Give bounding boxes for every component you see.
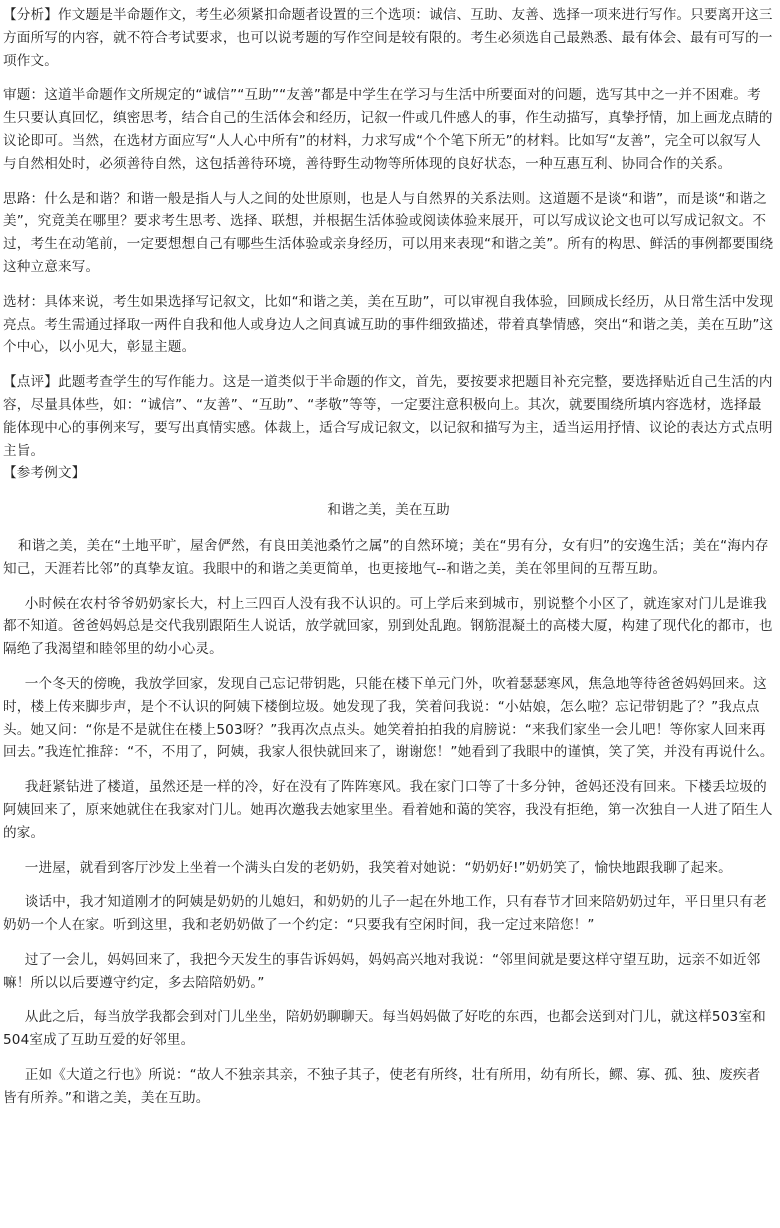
comment-label: 【点评】 — [3, 374, 58, 391]
essay-paragraph-6: 谈话中，我才知道刚才的阿姨是奶奶的儿媳妇，和奶奶的儿子一起在外地工作，只有春节才回来陪奶奶过年，平日里只有老奶奶一个人在家。听到这里，我和老奶奶做了一个约定：“只要我有空闲时间，我一定过来陪您！” — [3, 894, 767, 934]
silu-paragraph: 思路：什么是和谐？和谐一般是指人与人之间的处世原则，也是人与自然界的关系法则。这道题不是谈“和谐”，而是谈“和谐之美”，究竟美在哪里？要求考生思考、选择、联想，并根据生活体验或阅读体验来展开，可以写成议论文也可以写成记叙文。不过，考生在动笔前，一定要想想自己有哪些生活体验或亲身经历，可以用来表现“和谐之美”。所有的构思、鲜活的事例都要围绕这种立意来写。 — [3, 190, 774, 275]
comment-text: 此题考查学生的写作能力。这是一道类似于半命题的作文，首先，要按要求把题目补充完整，要选择贴近自己生活的内容，尽量具体些，如：“诚信”、“友善”、“互助”、“孝敬”等等，一定要注意积极向上。其次，就要围绕所填内容选材，选择最能体现中心的事例来写，要写出真情实感。体裁上，适合写成记叙文，以记叙和描写为主，适当运用抒情、议论的表达方式点明主旨。 — [3, 374, 773, 459]
shenti-paragraph: 审题：这道半命题作文所规定的“诚信”“互助”“友善”都是中学生在学习与生活中所要面对的问题，选写其中之一并不困难。考生只要认真回忆，缜密思考，结合自己的生活体会和经历，记叙一件或几件感人的事，作生动描写，真挚抒情，加上画龙点睛的议论即可。当然，在选材方面应写“人人心中所有”的材料，力求写成“个个笔下所无”的材料。比如写“友善”，完全可以叙写人与自然相处时，必须善待自然，这包括善待环境，善待野生动物等所体现的良好状态，一种互惠互利、协同合作的关系。 — [3, 87, 773, 172]
comment-paragraph — [3, 371, 774, 462]
essay-paragraph-9: 正如《大道之行也》所说：“故人不独亲其亲，不独子其子，使老有所终，壮有所用，幼有所长，鳏、寡、孤、独、废疾者皆有所养。”和谐之美，美在互助。 — [3, 1067, 761, 1106]
reference-label: 【参考例文】 — [3, 465, 86, 482]
essay-paragraph-2: 小时候在农村爷爷奶奶家长大，村上三四百人没有我不认识的。可上学后来到城市，别说整个小区了，就连家对门儿是谁我都不知道。爸爸妈妈总是交代我别跟陌生人说话，放学就回家，别到处乱跑。钢筋混凝土的高楼大厦，构建了现代化的都市，也隔绝了我渴望和睦邻里的幼小心灵。 — [3, 595, 773, 658]
analysis-paragraph — [3, 4, 774, 72]
essay-paragraph-8: 从此之后，每当放学我都会到对门儿坐坐，陪奶奶聊聊天。每当妈妈做了好吃的东西，也都会送到对门儿，就这样503室和504室成了互助互爱的好邻里。 — [3, 1009, 766, 1049]
essay-title: 和谐之美，美在互助 — [327, 502, 450, 519]
essay-paragraph-7: 过了一会儿，妈妈回来了，我把今天发生的事告诉妈妈，妈妈高兴地对我说：“邻里间就是要这样守望互助，远亲不如近邻嘛！所以以后要遵守约定，多去陪陪奶奶。” — [3, 951, 761, 991]
analysis-label: 【分析】 — [3, 7, 58, 23]
essay-paragraph-4: 我赶紧钻进了楼道，虽然还是一样的冷，好在没有了阵阵寒风。我在家门口等了十多分钟，爸妈还没有回来。下楼丢垃圾的阿姨回来了，原来她就住在我家对门儿。她再次邀我去她家里坐。看着她和蔼的笑容，我没有拒绝，第一次独自一人进了陌生人的家。 — [3, 779, 773, 841]
essay-paragraph-5: 一进屋，就看到客厅沙发上坐着一个满头白发的老奶奶，我笑着对她说：“奶奶好!”奶奶笑了，愉快地跟我聊了起来。 — [24, 859, 732, 876]
analysis-text: 作文题是半命题作文，考生必须紧扣命题者设置的三个选项：诚信、互助、友善、选择一项来进行写作。只要离开这三方面所写的内容，就不符合考试要求，也可以说考题的写作空间是较有限的。考生必须选自己最熟悉、最有体会、最有可写的一项作文。 — [3, 7, 773, 69]
essay-paragraph-3: 一个冬天的傍晚，我放学回家，发现自己忘记带钥匙，只能在楼下单元门外，吹着瑟瑟寒风，焦急地等待爸爸妈妈回来。这时，楼上传来脚步声，是个不认识的阿姨下楼倒垃圾。她发现了我，笑着问我说：“小姑娘，怎么啦？忘记带钥匙了？”我点点头。她又问：“你是不是就住在楼上503呀？”我再次点点头。她笑着拍拍我的肩膀说：“来我们家坐一会儿吧！等你家人回来再回去。”我连忙推辞：“不，不用了，阿姨，我家人很快就回来了，谢谢您！”她看到了我眼中的谨慎，笑了笑，并没有再说什么。 — [3, 675, 774, 761]
xuancai-paragraph: 选材：具体来说，考生如果选择写记叙文，比如“和谐之美，美在互助”，可以审视自我体验，回顾成长经历，从日常生活中发现亮点。考生需通过择取一两件自我和他人或身边人之间真诚互助的事件细致描述，带着真挚情感，突出“和谐之美，美在互助”这个中心，以小见大，彰显主题。 — [3, 293, 774, 356]
essay-paragraph-1: 和谐之美，美在“土地平旷，屋舍俨然，有良田美池桑竹之属”的自然环境；美在“男有分，女有归”的安逸生活；美在“海内存知己，天涯若比邻”的真挚友谊。我眼中的和谐之美更简单，也更接地气--和谐之美，美在邻里间的互帮互助。 — [3, 537, 769, 577]
